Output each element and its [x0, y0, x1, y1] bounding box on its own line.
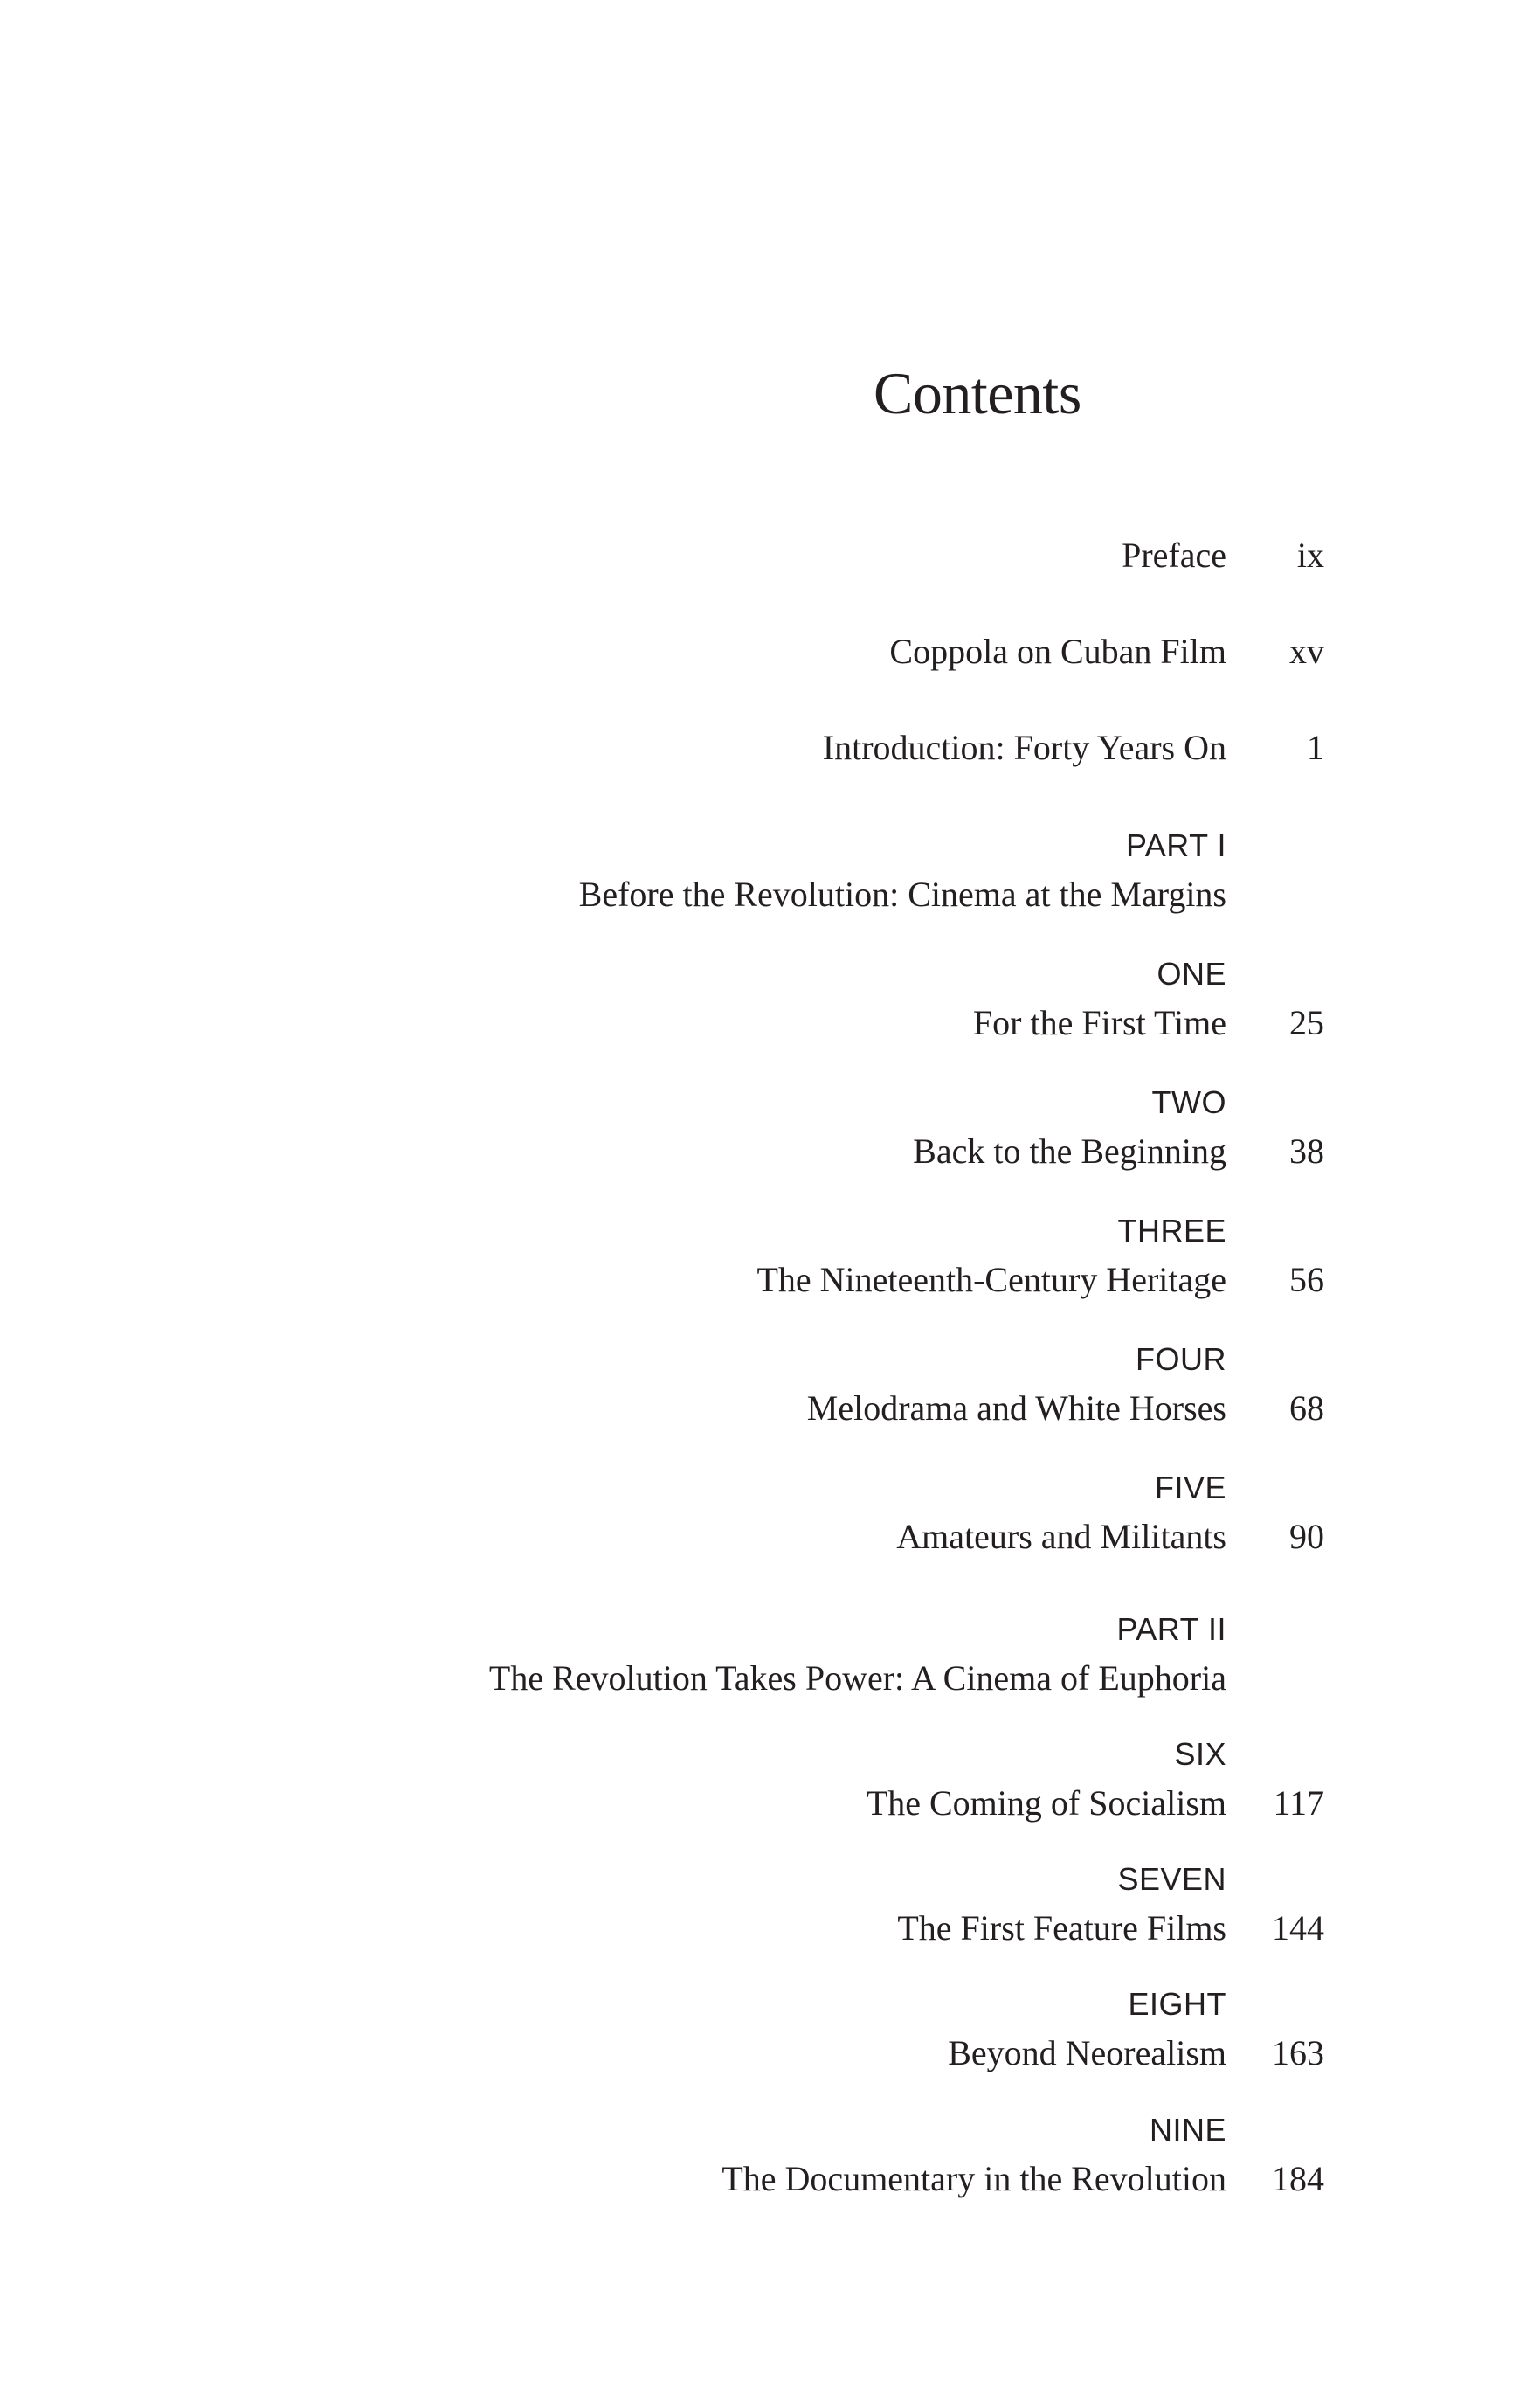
chapter-label-row — [0, 1069, 1540, 1122]
toc-entry-title: Back to the Beginning — [913, 1131, 1226, 1171]
toc-page-number: 144 — [1272, 1908, 1324, 1948]
chapter-label: FIVE — [1154, 1470, 1226, 1505]
toc-entry-introduction[interactable] — [0, 716, 1540, 769]
toc-page-number: 163 — [1272, 2033, 1324, 2072]
toc-page-number: 117 — [1273, 1783, 1324, 1823]
toc-page-number: xv — [1289, 632, 1324, 671]
toc-entry-title: The Documentary in the Revolution — [722, 2159, 1226, 2198]
toc-entry-title: The Nineteenth-Century Heritage — [756, 1260, 1226, 1299]
chapter-label: SEVEN — [1117, 1861, 1226, 1897]
toc-entry-chapter[interactable] — [0, 1897, 1540, 1949]
toc-page-number: 1 — [1307, 728, 1324, 767]
toc-entry-title: Melodrama and White Horses — [806, 1388, 1226, 1428]
toc-entry-coppola[interactable] — [0, 620, 1540, 673]
toc-entry-title: Beyond Neorealism — [948, 2033, 1226, 2072]
toc-entry-title: Coppola on Cuban Film — [889, 632, 1226, 671]
toc-entry-chapter[interactable] — [0, 1505, 1540, 1558]
toc-entry-chapter[interactable] — [0, 1120, 1540, 1173]
chapter-label-row — [0, 1721, 1540, 1774]
chapter-label-row — [0, 1846, 1540, 1899]
toc-entry-chapter[interactable] — [0, 1377, 1540, 1429]
page-title: Contents — [874, 360, 1081, 426]
toc-entry-title: For the First Time — [972, 1003, 1226, 1042]
chapter-label: ONE — [1157, 956, 1226, 992]
toc-entry-title: The Coming of Socialism — [866, 1783, 1226, 1823]
toc-part-title-row[interactable] — [0, 1647, 1540, 1699]
chapter-label: THREE — [1117, 1213, 1226, 1249]
toc-entry-chapter[interactable] — [0, 2148, 1540, 2200]
part-label: PART I — [1125, 827, 1226, 863]
toc-entry-title: The First Feature Films — [897, 1908, 1226, 1948]
chapter-label-row — [0, 1198, 1540, 1250]
toc-part-title-row[interactable] — [0, 863, 1540, 916]
chapter-label: FOUR — [1136, 1341, 1226, 1377]
chapter-label-row — [0, 1326, 1540, 1379]
toc-entry-title: Introduction: Forty Years On — [822, 728, 1226, 767]
chapter-label: SIX — [1174, 1736, 1226, 1772]
chapter-label-row — [0, 1971, 1540, 2024]
part-label-row — [0, 813, 1540, 865]
toc-entry-chapter[interactable] — [0, 2022, 1540, 2074]
toc-page-number: 56 — [1289, 1260, 1324, 1299]
toc-page-number: 38 — [1289, 1131, 1324, 1171]
toc-page-number: 68 — [1289, 1388, 1324, 1428]
part-title: The Revolution Takes Power: A Cinema of Euphoria — [488, 1658, 1226, 1698]
part-label-row — [0, 1596, 1540, 1649]
chapter-label-row — [0, 1455, 1540, 1507]
toc-entry-title: Amateurs and Militants — [896, 1517, 1226, 1556]
toc-entry-title: Preface — [1122, 536, 1226, 575]
toc-entry-preface[interactable] — [0, 524, 1540, 577]
chapter-label: EIGHT — [1128, 1986, 1226, 2022]
toc-page-number: 25 — [1289, 1003, 1324, 1042]
chapter-label: NINE — [1149, 2112, 1226, 2148]
chapter-label-row — [0, 941, 1540, 993]
toc-page-number: 90 — [1289, 1517, 1324, 1556]
toc-page-number: ix — [1296, 536, 1324, 575]
part-title: Before the Revolution: Cinema at the Margins — [578, 875, 1226, 914]
chapter-label: TWO — [1151, 1084, 1226, 1120]
toc-entry-chapter[interactable] — [0, 1249, 1540, 1301]
toc-page-number: 184 — [1272, 2159, 1324, 2198]
part-label: PART II — [1116, 1611, 1226, 1647]
chapter-label-row — [0, 2097, 1540, 2149]
toc-entry-chapter[interactable] — [0, 992, 1540, 1044]
toc-entry-chapter[interactable] — [0, 1772, 1540, 1824]
